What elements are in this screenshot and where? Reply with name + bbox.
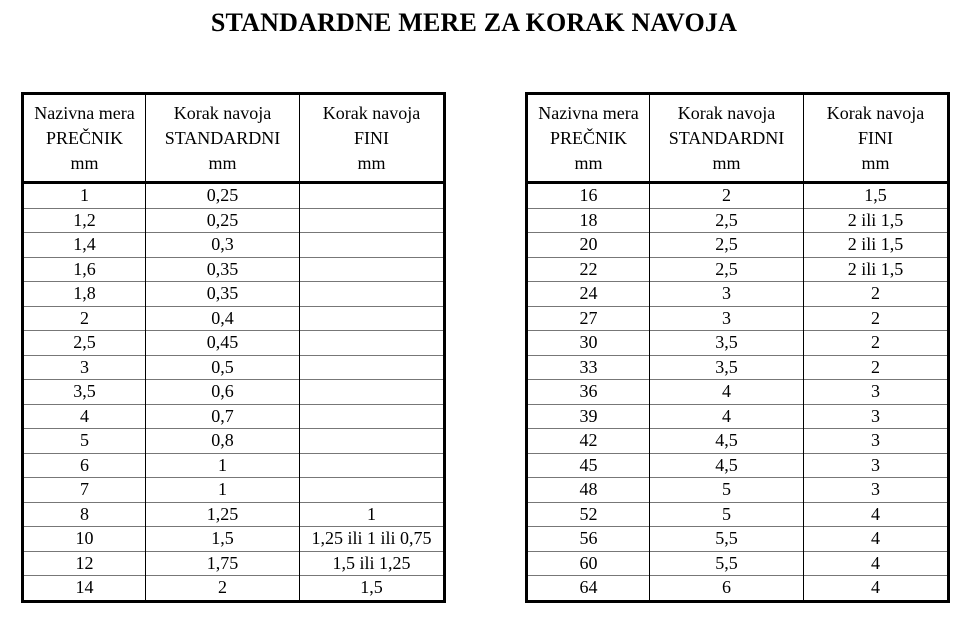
cell-fine-pitch: 3 (804, 380, 949, 405)
cell-nominal-diameter: 7 (23, 478, 146, 503)
table-row (23, 380, 445, 405)
cell-nominal-diameter: 1,8 (23, 282, 146, 307)
cell-standard-pitch: 4,5 (650, 429, 804, 454)
cell-standard-pitch: 5,5 (650, 551, 804, 576)
table-row (23, 233, 445, 258)
header-line: Korak navoja (826, 102, 925, 123)
cell-fine-pitch: 1,5 ili 1,25 (300, 551, 445, 576)
table-row (23, 429, 445, 454)
cell-nominal-diameter: 2,5 (23, 331, 146, 356)
table-row (527, 208, 949, 233)
header-line: mm (574, 152, 603, 173)
table-row (527, 233, 949, 258)
cell-fine-pitch (300, 404, 445, 429)
header-line: mm (70, 152, 99, 173)
cell-nominal-diameter: 1,4 (23, 233, 146, 258)
right-table-body (527, 183, 949, 602)
cell-standard-pitch: 3 (650, 282, 804, 307)
header-line: PREČNIK (549, 127, 627, 148)
header-line: FINI (354, 127, 389, 148)
table-row (23, 183, 445, 209)
table-row (527, 404, 949, 429)
cell-standard-pitch: 0,8 (146, 429, 300, 454)
cell-standard-pitch: 2,5 (650, 208, 804, 233)
cell-standard-pitch: 0,3 (146, 233, 300, 258)
cell-fine-pitch: 3 (804, 404, 949, 429)
cell-standard-pitch: 0,7 (146, 404, 300, 429)
cell-fine-pitch (300, 331, 445, 356)
cell-nominal-diameter: 64 (527, 576, 650, 602)
header-line: STANDARDNI (164, 127, 281, 148)
cell-nominal-diameter: 10 (23, 527, 146, 552)
cell-nominal-diameter: 20 (527, 233, 650, 258)
cell-standard-pitch: 0,25 (146, 183, 300, 209)
cell-fine-pitch: 3 (804, 453, 949, 478)
cell-standard-pitch: 0,45 (146, 331, 300, 356)
cell-fine-pitch: 4 (804, 551, 949, 576)
table-row (527, 183, 949, 209)
cell-nominal-diameter: 30 (527, 331, 650, 356)
table-row (527, 453, 949, 478)
header-line: Korak navoja (322, 102, 421, 123)
cell-nominal-diameter: 33 (527, 355, 650, 380)
cell-fine-pitch: 4 (804, 502, 949, 527)
cell-fine-pitch (300, 257, 445, 282)
cell-nominal-diameter: 36 (527, 380, 650, 405)
cell-standard-pitch: 0,35 (146, 282, 300, 307)
cell-standard-pitch: 2 (650, 183, 804, 209)
header-line: STANDARDNI (668, 127, 785, 148)
cell-nominal-diameter: 39 (527, 404, 650, 429)
cell-standard-pitch: 1 (146, 478, 300, 503)
cell-fine-pitch (300, 429, 445, 454)
table-row (527, 355, 949, 380)
cell-fine-pitch (300, 208, 445, 233)
cell-nominal-diameter: 3,5 (23, 380, 146, 405)
cell-standard-pitch: 2 (146, 576, 300, 602)
table-row (23, 551, 445, 576)
cell-standard-pitch: 5 (650, 502, 804, 527)
right-thread-table (525, 92, 950, 603)
cell-nominal-diameter: 4 (23, 404, 146, 429)
cell-nominal-diameter: 1,6 (23, 257, 146, 282)
header-line: Korak navoja (173, 102, 272, 123)
table-row (527, 502, 949, 527)
table-row (527, 478, 949, 503)
cell-nominal-diameter: 14 (23, 576, 146, 602)
cell-nominal-diameter: 8 (23, 502, 146, 527)
cell-fine-pitch: 4 (804, 576, 949, 602)
header-line: mm (208, 152, 237, 173)
table-row (527, 380, 949, 405)
table-row (23, 576, 445, 602)
cell-fine-pitch (300, 282, 445, 307)
cell-nominal-diameter: 24 (527, 282, 650, 307)
cell-nominal-diameter: 1,2 (23, 208, 146, 233)
table-row (527, 527, 949, 552)
cell-nominal-diameter: 60 (527, 551, 650, 576)
header-nominal-diameter (23, 94, 146, 183)
cell-standard-pitch: 4 (650, 404, 804, 429)
table-header-row (527, 94, 949, 183)
cell-fine-pitch (300, 380, 445, 405)
cell-nominal-diameter: 5 (23, 429, 146, 454)
header-fine-pitch (804, 94, 949, 183)
cell-nominal-diameter: 18 (527, 208, 650, 233)
table-row (527, 576, 949, 602)
header-standard-pitch (650, 94, 804, 183)
cell-standard-pitch: 0,25 (146, 208, 300, 233)
cell-standard-pitch: 4,5 (650, 453, 804, 478)
cell-fine-pitch: 1,5 (804, 183, 949, 209)
header-fine-pitch (300, 94, 445, 183)
cell-fine-pitch: 2 (804, 355, 949, 380)
header-line: PREČNIK (45, 127, 123, 148)
cell-standard-pitch: 1,75 (146, 551, 300, 576)
cell-standard-pitch: 0,6 (146, 380, 300, 405)
cell-nominal-diameter: 12 (23, 551, 146, 576)
cell-standard-pitch: 1,5 (146, 527, 300, 552)
left-table-body (23, 183, 445, 602)
table-row (23, 208, 445, 233)
table-row (23, 331, 445, 356)
cell-standard-pitch: 2,5 (650, 233, 804, 258)
table-row (527, 282, 949, 307)
table-row (527, 306, 949, 331)
cell-standard-pitch: 1 (146, 453, 300, 478)
cell-standard-pitch: 0,4 (146, 306, 300, 331)
cell-nominal-diameter: 22 (527, 257, 650, 282)
cell-fine-pitch: 2 ili 1,5 (804, 233, 949, 258)
cell-standard-pitch: 6 (650, 576, 804, 602)
header-line: mm (357, 152, 386, 173)
cell-fine-pitch (300, 453, 445, 478)
table-row (23, 282, 445, 307)
cell-standard-pitch: 3,5 (650, 355, 804, 380)
table-row (527, 429, 949, 454)
cell-standard-pitch: 4 (650, 380, 804, 405)
cell-standard-pitch: 3,5 (650, 331, 804, 356)
cell-fine-pitch: 2 (804, 306, 949, 331)
table-row (23, 306, 445, 331)
table-row (527, 551, 949, 576)
table-row (527, 331, 949, 356)
table-row (23, 257, 445, 282)
cell-nominal-diameter: 42 (527, 429, 650, 454)
table-row (23, 404, 445, 429)
header-line: FINI (858, 127, 893, 148)
cell-fine-pitch (300, 306, 445, 331)
cell-fine-pitch (300, 183, 445, 209)
header-line: Nazivna mera (34, 102, 135, 123)
cell-standard-pitch: 5,5 (650, 527, 804, 552)
header-line: mm (861, 152, 890, 173)
cell-standard-pitch: 3 (650, 306, 804, 331)
cell-nominal-diameter: 56 (527, 527, 650, 552)
cell-nominal-diameter: 52 (527, 502, 650, 527)
header-line: Nazivna mera (538, 102, 639, 123)
header-line: Korak navoja (677, 102, 776, 123)
table-row (23, 527, 445, 552)
cell-fine-pitch: 1,25 ili 1 ili 0,75 (300, 527, 445, 552)
header-nominal-diameter (527, 94, 650, 183)
cell-nominal-diameter: 16 (579, 185, 598, 206)
table-row (23, 453, 445, 478)
cell-fine-pitch: 1 (300, 502, 445, 527)
cell-nominal-diameter: 1 (80, 185, 89, 206)
cell-standard-pitch: 1,25 (146, 502, 300, 527)
cell-standard-pitch: 2,5 (650, 257, 804, 282)
cell-fine-pitch (300, 355, 445, 380)
table-row (23, 355, 445, 380)
cell-fine-pitch: 3 (804, 478, 949, 503)
cell-fine-pitch: 2 (804, 282, 949, 307)
cell-fine-pitch: 2 (804, 331, 949, 356)
cell-fine-pitch: 4 (804, 527, 949, 552)
cell-fine-pitch (300, 478, 445, 503)
cell-fine-pitch: 2 ili 1,5 (804, 208, 949, 233)
cell-fine-pitch: 2 ili 1,5 (804, 257, 949, 282)
table-row (527, 257, 949, 282)
header-line: mm (712, 152, 741, 173)
table-header-row (23, 94, 445, 183)
cell-nominal-diameter: 3 (23, 355, 146, 380)
cell-standard-pitch: 0,5 (146, 355, 300, 380)
cell-nominal-diameter: 48 (527, 478, 650, 503)
cell-fine-pitch: 3 (804, 429, 949, 454)
page-title: STANDARDNE MERE ZA KORAK NAVOJA (210, 8, 738, 37)
cell-standard-pitch: 0,35 (146, 257, 300, 282)
cell-nominal-diameter: 6 (23, 453, 146, 478)
cell-fine-pitch (300, 233, 445, 258)
left-thread-table (21, 92, 446, 603)
cell-nominal-diameter: 45 (527, 453, 650, 478)
table-row (23, 478, 445, 503)
cell-nominal-diameter: 2 (23, 306, 146, 331)
cell-fine-pitch: 1,5 (300, 576, 445, 602)
cell-standard-pitch: 5 (650, 478, 804, 503)
cell-nominal-diameter: 27 (527, 306, 650, 331)
table-row (23, 502, 445, 527)
header-standard-pitch (146, 94, 300, 183)
